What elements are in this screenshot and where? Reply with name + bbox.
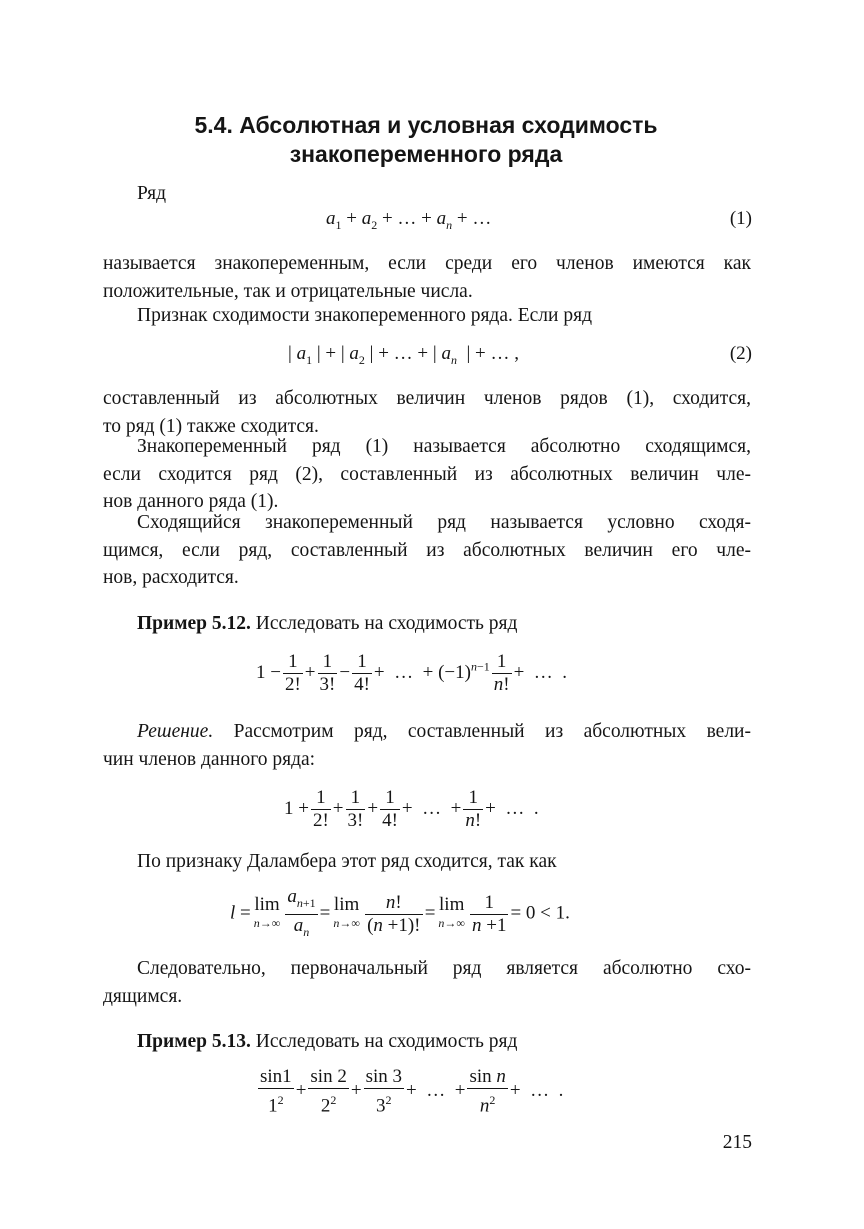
paragraph-definition: называется знакопеременным, если среди его членов имеются как положительные, так и отрицательные числа. [103,253,751,302]
paragraph-solution: Решение. Рассмотрим ряд, составленный из абсолютных вели- чин членов данного ряда: [103,721,751,770]
equation-1: $a_1 + a_2$ + … + $a_n$ + … [326,208,492,232]
equation-2-number: (2) [729,343,752,364]
paragraph-dalambert: По признаку Даламбера этот ряд сходится, так как [137,851,557,872]
section-title-line2: знакопеременного ряда [289,141,563,167]
equation-example-13: $\frac{\sin 1}{1^2}$ + $\frac{\sin 2}{2^2}$ + $\frac{\sin 3}{3^2}$ + … + $\frac{\text{sin n}}{n^2}$ + … . [260,1066,564,1117]
example-5-13-label: Пример 5.13. [137,1031,251,1052]
equation-1-number: (1) [729,208,752,229]
paragraph-criterion: Признак сходимости знакопеременного ряда. Если ряд [137,305,592,326]
equation-example-12: 1 − $\frac{1}{2!}$ + $\frac{1}{3!}$ − $\frac{1}{4!}$ + … + $(-1)^{n-1}$ $\frac{1}{n!}$ + … . [256,651,568,695]
paragraph-absolute: Знакопеременный ряд (1) называется абсолютно сходящимся, если сходится ряд (2), составленный из абсолютных величин чле- нов данного ряда (1). [103,436,751,512]
solution-label: Решение. [137,721,214,742]
intro-word: Ряд [137,183,166,204]
paragraph-criterion-cont: составленный из абсолютных величин членов рядов (1), сходится, то ряд (1) также сходится. [103,388,751,437]
paragraph-conclusion: Следовательно, первоначальный ряд является абсолютно схо- дящимся. [103,958,751,1007]
paragraph-conditional: Сходящийся знакопеременный ряд называется условно сходя- щимся, если ряд, составленный из абсолютных величин его чле- нов, расходится. [103,512,751,588]
example-5-12: Пример 5.12. Исследовать на сходимость ряд [137,613,518,634]
example-5-12-label: Пример 5.12. [137,613,251,634]
example-5-13: Пример 5.13. Исследовать на сходимость ряд [137,1031,518,1052]
equation-limit: l = lim n→∞ $\frac{a_{n+1}}{a_n}$ = lim n→∞ $\frac{n!}{(n +1)!}$ = lim n→∞ $\frac{1}{n +1}$ = 0 < 1. [230,886,570,939]
page-number: 215 [722,1132,752,1153]
section-title-line1: 5.4. Абсолютная и условная сходимость [194,112,658,138]
equation-2: | $a_1$ | + | $a_2$ | + … + | $a_n$ | + … , [288,343,519,367]
equation-absolute-series: 1 + $\frac{1}{2!}$ + $\frac{1}{3!}$ + $\frac{1}{4!}$ + … + $\frac{1}{n!}$ + … . [284,787,539,831]
